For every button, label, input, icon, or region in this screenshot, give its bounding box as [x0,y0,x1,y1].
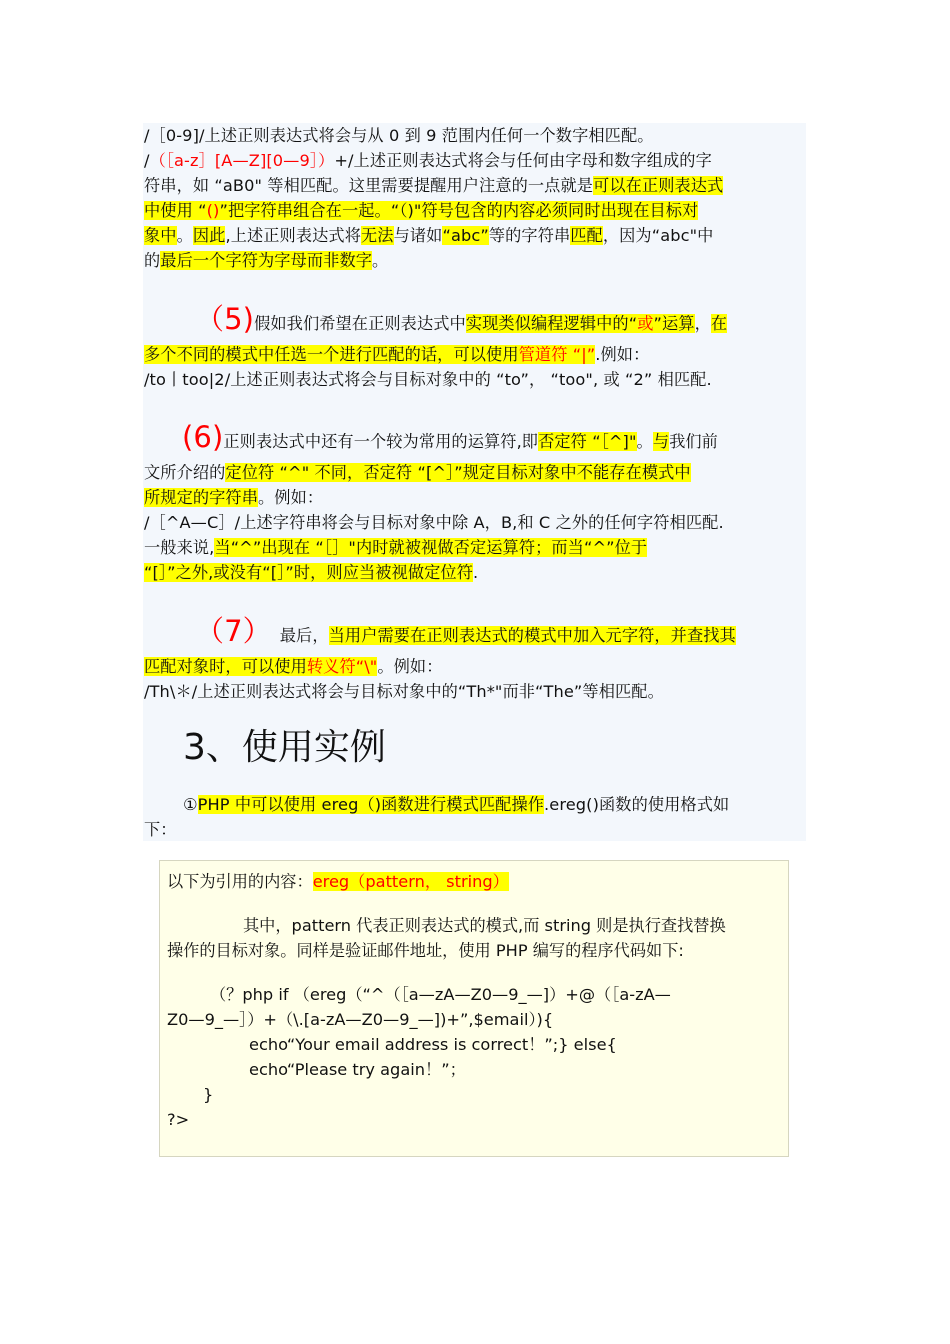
code-line2: Z0—9_—］）+（\.[a-zA—Z0—9_—])+”,$email）){ [167,1010,554,1029]
item5-line2: 多个不同的模式中任选一个进行匹配的话，可以使用管道符 “|”.例如： [144,345,650,364]
para1-line3: 符串，如 “aB0" 等相匹配。这里需要提醒用户注意的一点就是可以在正则表达式 [144,176,724,195]
item6-line1: (6)正则表达式中还有一个较为常用的运算符,即否定符 “［^]"。与我们前 [182,420,718,454]
quote-line3: 操作的目标对象。同样是验证邮件地址，使用 PHP 编写的程序代码如下: [167,941,684,960]
quote-line1: 以下为引用的内容：ereg（pattern， string） [167,872,509,891]
item7-line3: /Th\＊/上述正则表达式将会与目标对象中的“Th*"而非“The”等相匹配。 [144,682,664,701]
item6-line5: 一般来说,当“^”出现在 “［］"内时就被视做否定运算符；而当“^”位于 [144,538,648,557]
code-line4: echo“Please try again！”； [249,1060,466,1079]
code-line3: echo“Your email address is correct！”;} else{ [249,1035,617,1054]
section-line2: 下： [144,820,177,839]
item6-line2: 文所介绍的定位符 “^" 不同，否定符 “[^］”规定目标对象中不能存在模式中 [144,463,691,482]
item7-line2: 匹配对象时，可以使用转义符“\"。例如： [144,657,443,676]
item7-line1: （7） 最后，当用户需要在正则表达式的模式中加入元字符，并查找其 [195,614,736,648]
item6-number: (6) [182,420,224,454]
code-line6: ?> [167,1110,190,1129]
para1-line5: 象中。因此,上述正则表达式将无法与诸如“abc”等的字符串匹配，因为“abc"中 [144,226,714,245]
quote-line2: 其中，pattern 代表正则表达式的模式,而 string 则是执行查找替换 [243,916,726,935]
item6-line4: /［^A—C］/上述字符串将会与目标对象中除 A，B,和 C 之外的任何字符相匹配. [144,513,724,532]
item5-number: （5) [195,302,255,336]
item6-line3: 所规定的字符串。例如： [144,488,324,507]
para1-line2: /（［a-z］[A—Z][0—9］）+/上述正则表达式将会与任何由字母和数字组成的字 [144,151,712,170]
code-line1: （？php if （ereg（“^（［a—zA—Z0—9_—]）+@（［a-zA— [210,985,671,1004]
para1-line1: /［0-9]/上述正则表达式将会与从 0 到 9 范围内任何一个数字相匹配。 [144,126,654,145]
section-heading: 3、使用实例 [183,727,386,768]
item7-number: （7） [195,614,272,648]
item6-line6: “[］”之外,或没有“[］”时，则应当被视做定位符. [144,563,479,582]
para1-line6: 的最后一个字符为字母而非数字。 [144,251,389,270]
code-line5: } [203,1085,214,1104]
item5-line3: /to丨too|2/上述正则表达式将会与目标对象中的 “to”， “too", 或 “2” 相匹配. [144,370,712,389]
para1-line4: 中使用 “()”把字符串组合在一起。“（)"符号包含的内容必须同时出现在目标对 [144,201,699,220]
item5-line1: （5)假如我们希望在正则表达式中实现类似编程逻辑中的“或”运算，在 [195,302,728,336]
section-line1: ①PHP 中可以使用 ereg（)函数进行模式匹配操作.ereg()函数的使用格式如 [183,795,730,814]
